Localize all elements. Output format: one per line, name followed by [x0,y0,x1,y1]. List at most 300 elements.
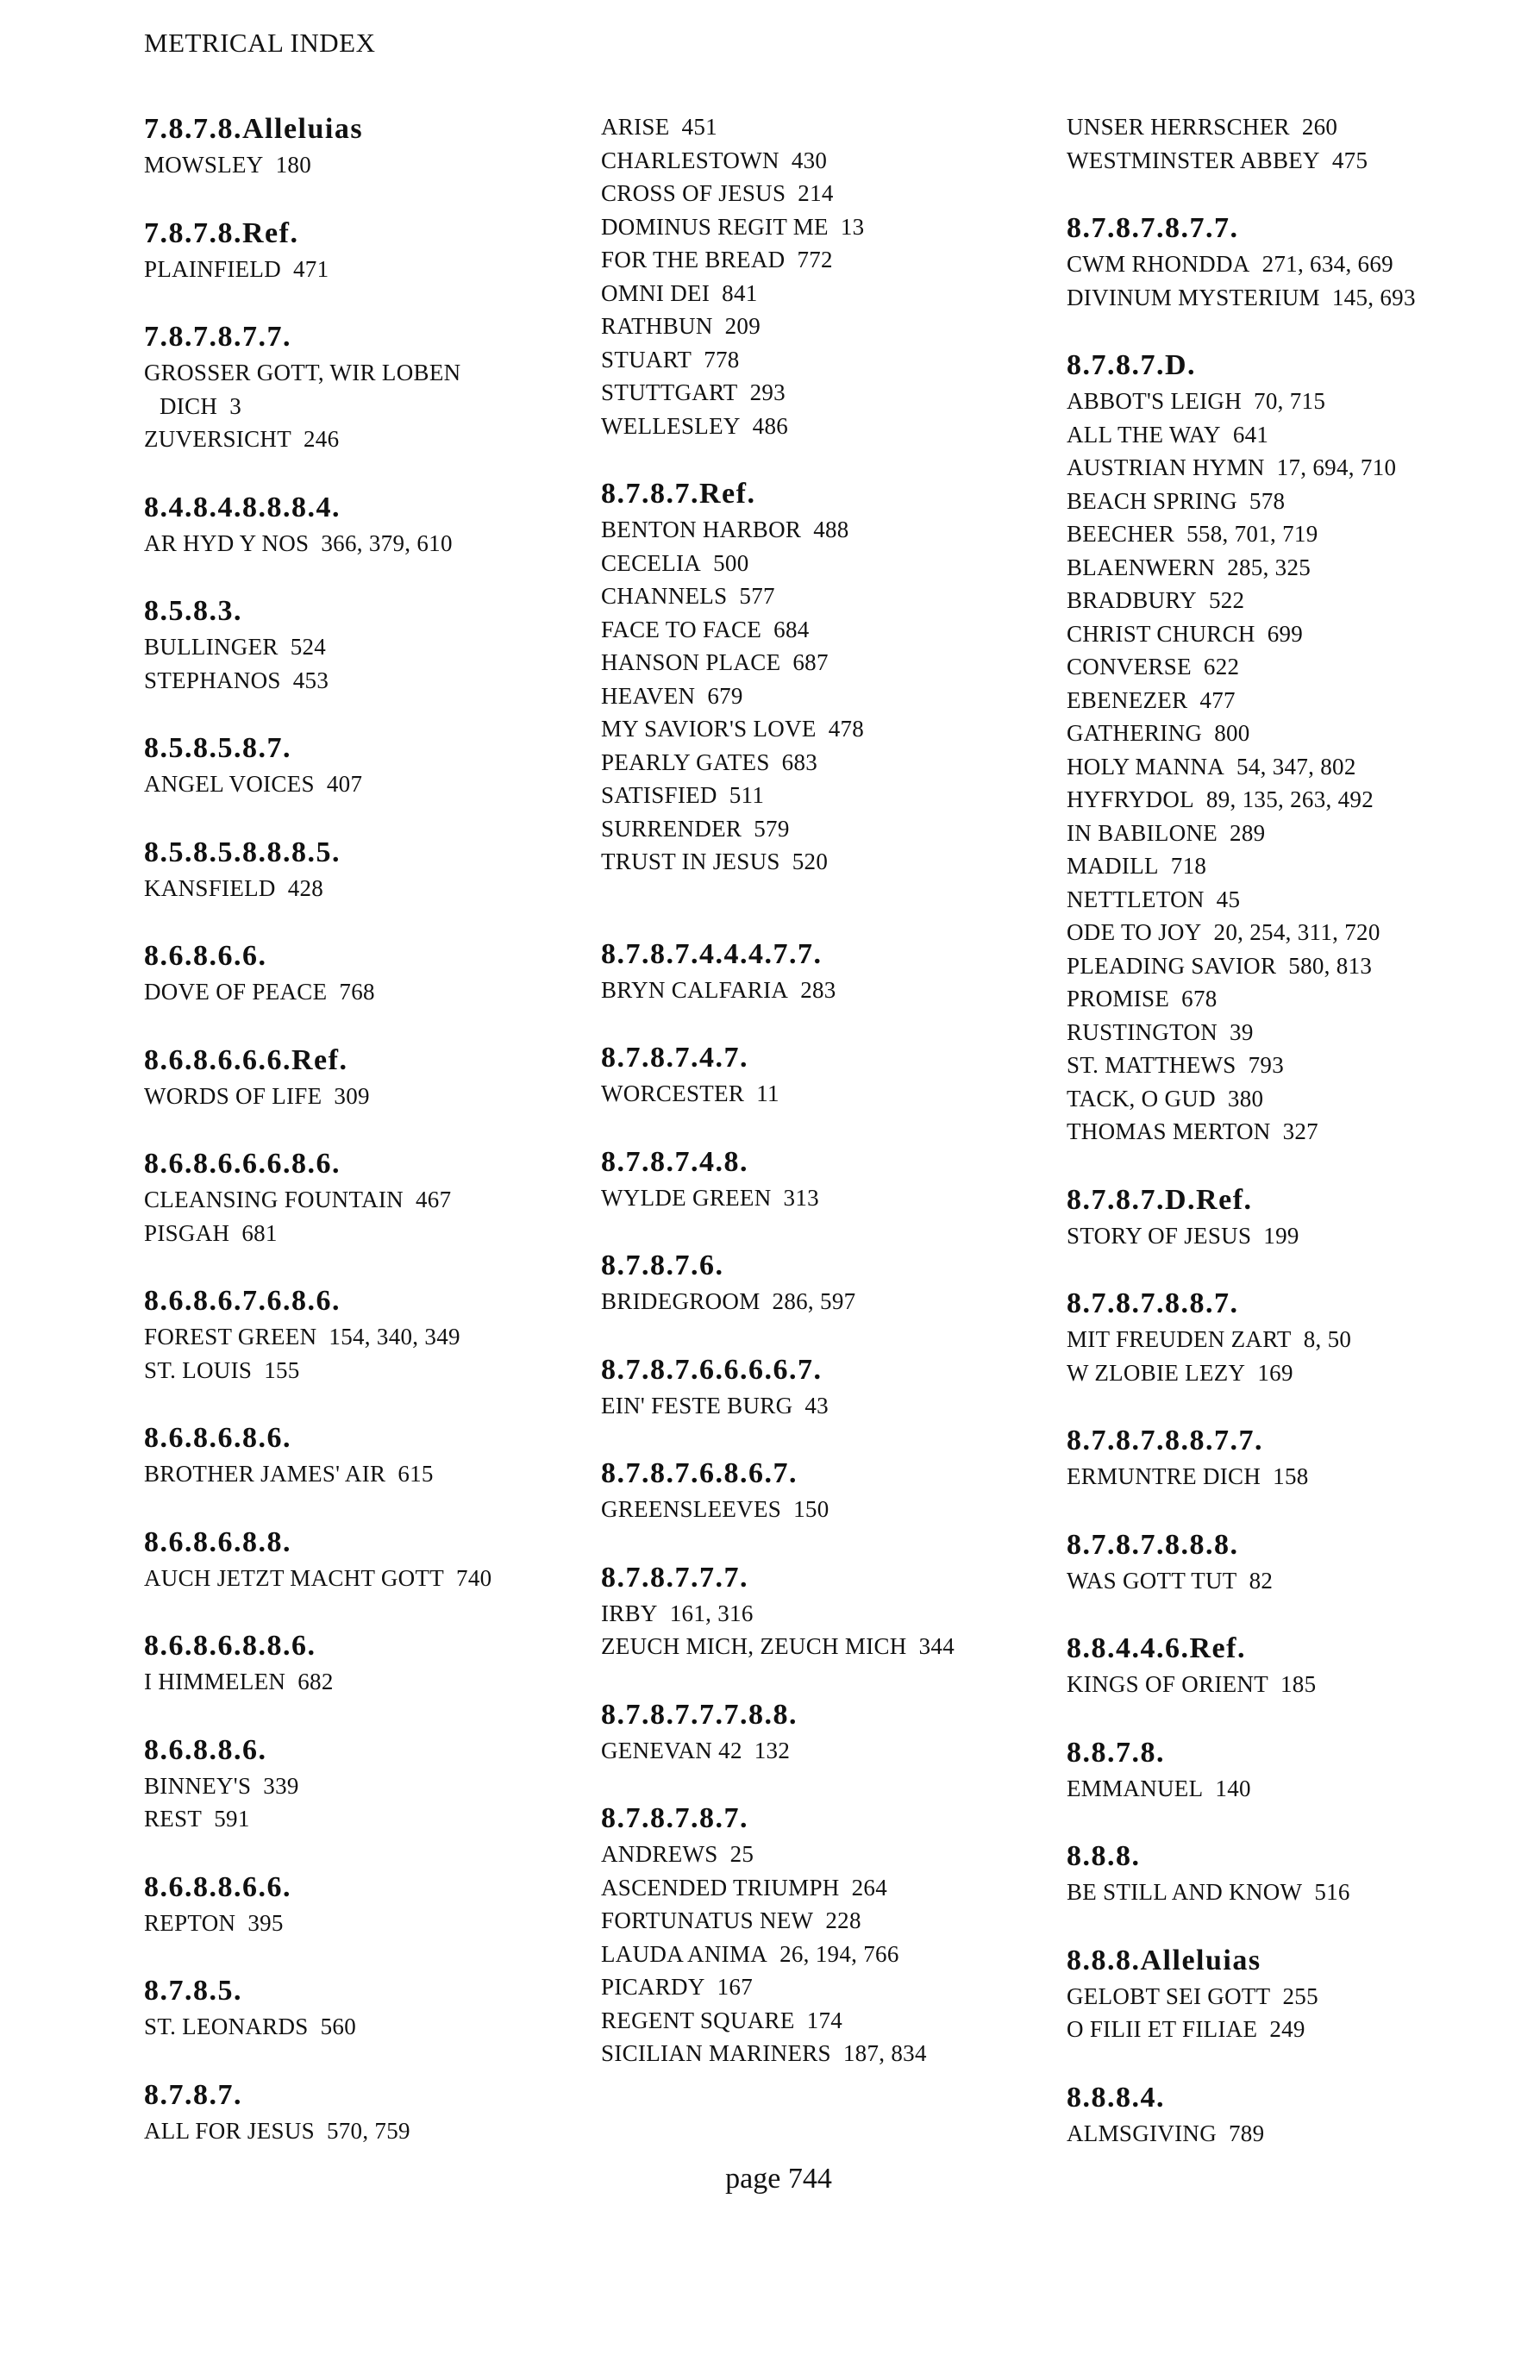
tune-entry [601,410,1041,443]
tune-entry [144,253,584,286]
hymn-numbers: 475 [1331,147,1368,173]
tune-list [1067,1323,1515,1389]
meter-section [144,215,584,286]
tune-name: HYFRYDOL [1067,786,1194,812]
meter-heading: 8.7.8.7.7.7.8.8. [601,1698,798,1731]
tune-entry [144,2010,584,2044]
meter-section [1067,1630,1515,1701]
tune-name: W ZLOBIE LEZY [1067,1359,1246,1386]
meter-section [144,1732,584,1836]
tune-name: EMMANUEL [1067,1775,1204,1801]
tune-entry [144,527,584,561]
tune-list [1067,1219,1515,1253]
hymn-numbers: 158 [1273,1463,1309,1489]
hymn-numbers: 718 [1170,853,1207,879]
hymn-numbers: 11 [756,1080,779,1106]
hymn-numbers: 289 [1230,819,1266,846]
page-number: page 744 [725,2163,832,2195]
hymn-numbers: 395 [247,1909,284,1936]
tune-entry [1067,982,1515,1016]
tune-entry [1067,750,1515,784]
tune-entry [144,1802,584,1836]
tune-entry [601,243,1041,277]
meter-section [601,1455,1041,1526]
hymn-numbers: 214 [798,180,834,206]
tune-list [601,110,1041,442]
tune-name: BENTON HARBOR [601,517,802,542]
tune-list [601,1838,1041,2070]
tune-entry [601,1938,1041,1971]
tune-entry [601,513,1041,547]
tune-list [1067,1668,1515,1701]
tune-list [144,1562,584,1595]
tune-entry [601,1285,1041,1318]
meter-heading: 8.7.8.5. [144,1975,242,2007]
meter-section [601,1143,1041,1215]
hymn-numbers: 380 [1227,1085,1264,1112]
tune-list [601,1181,1041,1215]
tune-entry [144,1080,584,1113]
tune-list [144,1907,584,1940]
tune-entry [1067,1460,1515,1494]
hymn-numbers: 43 [804,1392,829,1419]
tune-name: WYLDE GREEN [601,1184,772,1211]
hymn-numbers: 578 [1249,487,1286,514]
tune-list [601,1389,1041,1423]
tune-entry [1067,1016,1515,1049]
hymn-numbers: 161, 316 [669,1600,754,1626]
tune-entry [601,712,1041,746]
tune-entry [1067,817,1515,850]
meter-section [601,110,1041,442]
tune-name: KINGS OF ORIENT [1067,1671,1268,1697]
tune-list [1067,1980,1515,2046]
meter-heading: 8.7.8.7.6.8.6.7. [601,1457,798,1489]
tune-name: GELOBT SEI GOTT [1067,1982,1271,2009]
hymn-numbers: 615 [398,1461,434,1487]
tune-list [1067,1876,1515,1909]
tune-name: IN BABILONE [1067,819,1218,846]
meter-section [1067,1734,1515,1806]
tune-name: HEAVEN [601,682,696,709]
tune-entry [601,1871,1041,1905]
tune-entry [144,664,584,698]
tune-entry [1067,849,1515,883]
tune-entry [601,1838,1041,1871]
tune-name: PICARDY [601,1974,705,2000]
hymn-numbers: 174 [806,2007,843,2033]
hymn-numbers: 246 [304,426,340,452]
hymn-numbers: 249 [1269,2016,1305,2042]
meter-heading: 8.5.8.5.8.7. [144,732,291,764]
hymn-numbers: 451 [681,114,717,140]
tune-name: EIN' FESTE BURG [601,1392,793,1419]
meter-section [1067,1838,1515,1909]
tune-list [144,1665,584,1699]
tune-entry [601,2004,1041,2038]
tune-name: CHANNELS [601,583,728,609]
tune-name: STUART [601,346,692,373]
meter-section [144,2076,584,2148]
tune-list [144,1183,584,1250]
hymn-numbers: 155 [264,1356,300,1383]
tune-entry [144,1769,584,1803]
hymn-numbers: 453 [292,667,329,693]
tune-name: BEECHER [1067,521,1175,547]
tune-entry [601,613,1041,647]
tune-name: ST. LEONARDS [144,2014,309,2039]
hymn-numbers: 82 [1249,1567,1274,1594]
tune-entry [144,356,584,390]
hymn-numbers: 154, 340, 349 [329,1324,460,1350]
tune-name: ALL THE WAY [1067,421,1221,448]
tune-entry [144,423,584,456]
tune-name: NETTLETON [1067,886,1205,912]
tune-entry [1067,418,1515,452]
hymn-numbers: 264 [851,1874,887,1901]
tune-list [144,527,584,561]
hymn-numbers: 467 [415,1187,452,1212]
hymn-numbers: 313 [783,1184,819,1211]
hymn-numbers: 520 [792,849,829,874]
tune-entry [1067,485,1515,518]
tune-name: FOREST GREEN [144,1324,317,1350]
meter-section [1067,1526,1515,1598]
tune-name: FORTUNATUS NEW [601,1907,814,1933]
tune-name: I HIMMELEN [144,1669,286,1694]
tune-entry [601,974,1041,1007]
hymn-numbers: 778 [704,346,740,373]
tune-entry [144,1354,584,1387]
tune-name: ASCENDED TRIUMPH [601,1874,840,1901]
tune-name: BINNEY'S [144,1772,252,1799]
hymn-numbers: 187, 834 [842,2040,927,2066]
hymn-numbers: 430 [791,147,828,173]
tune-entry [1067,617,1515,651]
tune-entry [601,110,1041,144]
tune-list [1067,1564,1515,1598]
tune-name: DICH [160,392,218,419]
tune-list [144,1080,584,1113]
meter-heading: 8.7.8.7. [144,2078,242,2111]
tune-entry [1067,1980,1515,2014]
hymn-numbers: 70, 715 [1254,388,1326,414]
tune-entry [144,1562,584,1595]
tune-entry [144,2114,584,2148]
tune-entry [1067,551,1515,585]
tune-name: AUCH JETZT MACHT GOTT [144,1564,445,1591]
tune-entry [1067,144,1515,178]
tune-name: AUSTRIAN HYMN [1067,454,1265,480]
tune-name: TACK, O GUD [1067,1085,1216,1112]
tune-entry [144,1907,584,1940]
tune-name: PROMISE [1067,986,1170,1012]
tune-name: WESTMINSTER ABBEY [1067,147,1320,173]
tune-name: GATHERING [1067,720,1203,746]
tune-list [601,974,1041,1007]
tune-name: BE STILL AND KNOW [1067,1879,1303,1905]
meter-heading: 8.7.8.7.8.8.7. [1067,1287,1239,1319]
meter-section [144,1972,584,2044]
hymn-numbers: 89, 135, 263, 492 [1205,786,1374,812]
tune-entry [144,630,584,664]
hymn-numbers: 283 [800,976,836,1003]
index-column-1 [144,110,584,2147]
hymn-numbers: 293 [749,379,786,405]
tune-entry [601,1734,1041,1768]
hymn-numbers: 622 [1203,654,1240,680]
tune-entry [601,1630,1041,1663]
tune-name: CROSS OF JESUS [601,180,786,206]
tune-name: PLAINFIELD [144,255,281,282]
tune-name: CHARLESTOWN [601,147,779,173]
meter-heading: 8.7.8.7.Ref. [601,478,756,510]
tune-name: FOR THE BREAD [601,247,786,272]
tune-entry [1067,1219,1515,1253]
tune-name: KANSFIELD [144,874,276,901]
tune-name: GENEVAN 42 [601,1737,742,1763]
tune-name: BRADBURY [1067,587,1197,613]
meter-heading: 8.6.8.6.6.6.Ref. [144,1043,348,1076]
tune-entry [1067,1082,1515,1116]
hymn-numbers: 366, 379, 610 [321,529,453,556]
meter-section [144,730,584,801]
tune-name: SURRENDER [601,815,742,842]
tune-entry [144,1320,584,1354]
tune-entry [601,210,1041,244]
tune-list [144,1769,584,1836]
tune-entry [601,1597,1041,1631]
meter-heading: 8.7.8.7.D. [1067,349,1197,381]
tune-entry [1067,1115,1515,1149]
hymn-numbers: 577 [739,583,775,609]
hymn-numbers: 800 [1214,720,1250,746]
tune-name: RATHBUN [601,313,713,339]
meter-section [1067,110,1515,177]
tune-list [601,1493,1041,1526]
tune-list [144,975,584,1009]
tune-entry [601,1904,1041,1938]
tune-name: LAUDA ANIMA [601,1940,768,1967]
tune-name: ABBOT'S LEIGH [1067,388,1243,414]
hymn-numbers: 150 [793,1496,829,1522]
meter-section [144,1869,584,1940]
tune-name: HOLY MANNA [1067,753,1225,780]
tune-entry [1067,1323,1515,1356]
tune-list [1067,1772,1515,1806]
tune-name: DOMINUS REGIT ME [601,213,829,240]
hymn-numbers: 54, 347, 802 [1236,753,1356,780]
tune-name: ODE TO JOY [1067,919,1202,945]
tune-entry [601,746,1041,780]
running-head: METRICAL INDEX [144,28,376,58]
meter-heading: 8.7.8.7.6.6.6.6.7. [601,1353,823,1386]
meter-section [144,592,584,697]
tune-entry [1067,2013,1515,2046]
hymn-numbers: 789 [1229,2120,1265,2146]
tune-entry [601,547,1041,580]
tune-name: ST. LOUIS [144,1356,253,1383]
tune-name: PEARLY GATES [601,748,770,775]
meter-heading: 8.4.8.4.8.8.8.4. [144,491,341,523]
meter-section [144,1524,584,1595]
tune-name: ALL FOR JESUS [144,2117,315,2144]
tune-list [1067,247,1515,314]
hymn-numbers: 185 [1280,1671,1317,1697]
meter-section [1067,1181,1515,1253]
tune-list [1067,1460,1515,1494]
meter-heading: 8.6.8.8.6. [144,1733,267,1766]
tune-entry [601,845,1041,879]
hymn-numbers: 641 [1232,421,1269,448]
tune-name: ST. MATTHEWS [1067,1052,1236,1078]
hymn-numbers: 140 [1215,1775,1251,1801]
hymn-numbers: 39 [1230,1018,1254,1045]
tune-name: FACE TO FACE [601,616,762,642]
tune-entry [601,1389,1041,1423]
tune-entry [1067,247,1515,281]
hymn-numbers: 8, 50 [1303,1326,1352,1352]
hymn-numbers: 699 [1267,620,1304,647]
hymn-numbers: 522 [1208,587,1245,613]
meter-section [1067,1942,1515,2046]
hymn-numbers: 679 [707,682,743,709]
tune-list [144,872,584,905]
hymn-numbers: 478 [828,716,865,742]
hymn-numbers: 477 [1199,686,1236,713]
meter-heading: 8.8.8. [1067,1840,1141,1872]
hymn-numbers: 793 [1248,1052,1285,1078]
hymn-numbers: 841 [722,279,758,306]
meter-section [601,1039,1041,1111]
tune-entry [601,2037,1041,2070]
hymn-numbers: 327 [1282,1118,1318,1144]
tune-entry [1067,2117,1515,2151]
hymn-numbers: 428 [287,874,324,901]
tune-name: BRYN CALFARIA [601,976,789,1003]
tune-name: AR HYD Y NOS [144,529,310,556]
meter-heading: 8.7.8.7.6. [601,1250,724,1281]
hymn-numbers: 309 [334,1082,370,1109]
tune-name: WAS GOTT TUT [1067,1567,1237,1594]
tune-entry [144,1665,584,1699]
meter-heading: 8.5.8.5.8.8.8.5. [144,836,341,868]
meter-heading: 7.8.7.8.Alleluias [144,113,364,145]
meter-section [1067,347,1515,1149]
tune-name: ALMSGIVING [1067,2120,1217,2146]
tune-name: CLEANSING FOUNTAIN [144,1187,404,1212]
hymn-numbers: 683 [781,748,818,775]
hymn-numbers: 25 [729,1841,754,1867]
hymn-numbers: 285, 325 [1227,554,1312,580]
meter-heading: 8.7.8.7.4.4.4.7.7. [601,937,823,970]
tune-list [601,513,1041,879]
tune-entry [601,177,1041,210]
meter-heading: 8.6.8.6.7.6.8.6. [144,1285,341,1317]
meter-section [601,475,1041,879]
meter-heading: 8.7.8.7.4.7. [601,1042,748,1074]
meter-section [601,1351,1041,1423]
tune-entry [601,812,1041,846]
tune-name: CHRIST CHURCH [1067,620,1255,647]
tune-list [144,1320,584,1387]
tune-list [601,1597,1041,1663]
meter-heading: 8.6.8.6.6.6.8.6. [144,1148,341,1180]
meter-heading: 8.6.8.8.6.6. [144,1870,291,1903]
tune-name: RUSTINGTON [1067,1018,1218,1045]
tune-name: STEPHANOS [144,667,281,693]
tune-name: CONVERSE [1067,654,1192,680]
tune-name: DIVINUM MYSTERIUM [1067,284,1320,310]
hymn-numbers: 3 [229,392,242,419]
meter-heading: 7.8.7.8.Ref. [144,216,299,249]
meter-section [601,1800,1041,2070]
tune-entry [1067,650,1515,684]
tune-entry [1067,584,1515,617]
meter-heading: 8.8.4.4.6.Ref. [1067,1632,1246,1664]
meter-section [144,318,584,456]
tune-name: THOMAS MERTON [1067,1118,1271,1144]
tune-entry [144,872,584,905]
hymn-numbers: 681 [241,1219,278,1246]
meter-heading: 8.6.8.6.8.8. [144,1525,291,1558]
tune-name: ZUVERSICHT [144,426,291,452]
tune-name: WORCESTER [601,1080,745,1106]
tune-list [144,630,584,697]
meter-section [144,1282,584,1387]
tune-entry [601,579,1041,613]
meter-section [1067,1285,1515,1389]
tune-list [144,253,584,286]
hymn-numbers: 560 [320,2014,357,2039]
hymn-numbers: 682 [297,1669,334,1694]
tune-list [144,2010,584,2044]
tune-entry [1067,281,1515,315]
tune-entry [601,1181,1041,1215]
tune-name: O FILII ET FILIAE [1067,2016,1258,2042]
tune-name: MADILL [1067,853,1159,879]
hymn-numbers: 271, 634, 669 [1261,251,1393,277]
hymn-numbers: 500 [713,549,749,576]
tune-name: WORDS OF LIFE [144,1082,322,1109]
hymn-numbers: 488 [813,517,849,542]
tune-entry [1067,1049,1515,1082]
tune-entry [1067,451,1515,485]
meter-heading: 8.8.8.Alleluias [1067,1944,1261,1976]
tune-entry [601,1970,1041,2004]
hymn-numbers: 26, 194, 766 [779,1940,899,1967]
tune-entry [1067,783,1515,817]
meter-heading: 8.6.8.6.8.6. [144,1422,291,1454]
meter-section [144,834,584,905]
meter-heading: 8.7.8.7.D.Ref. [1067,1183,1253,1216]
tune-name: BEACH SPRING [1067,487,1237,514]
tune-name: GREENSLEEVES [601,1496,782,1522]
hymn-numbers: 199 [1263,1222,1299,1249]
tune-entry [144,390,584,423]
tune-entry [601,779,1041,812]
tune-name: TRUST IN JESUS [601,849,780,874]
tune-list [144,1457,584,1491]
tune-list [144,767,584,801]
tune-list [144,356,584,456]
meter-section [144,489,584,561]
tune-entry [1067,1772,1515,1806]
tune-name: SATISFIED [601,782,717,808]
tune-list [1067,2117,1515,2151]
hymn-numbers: 45 [1216,886,1241,912]
tune-name: STORY OF JESUS [1067,1222,1252,1249]
